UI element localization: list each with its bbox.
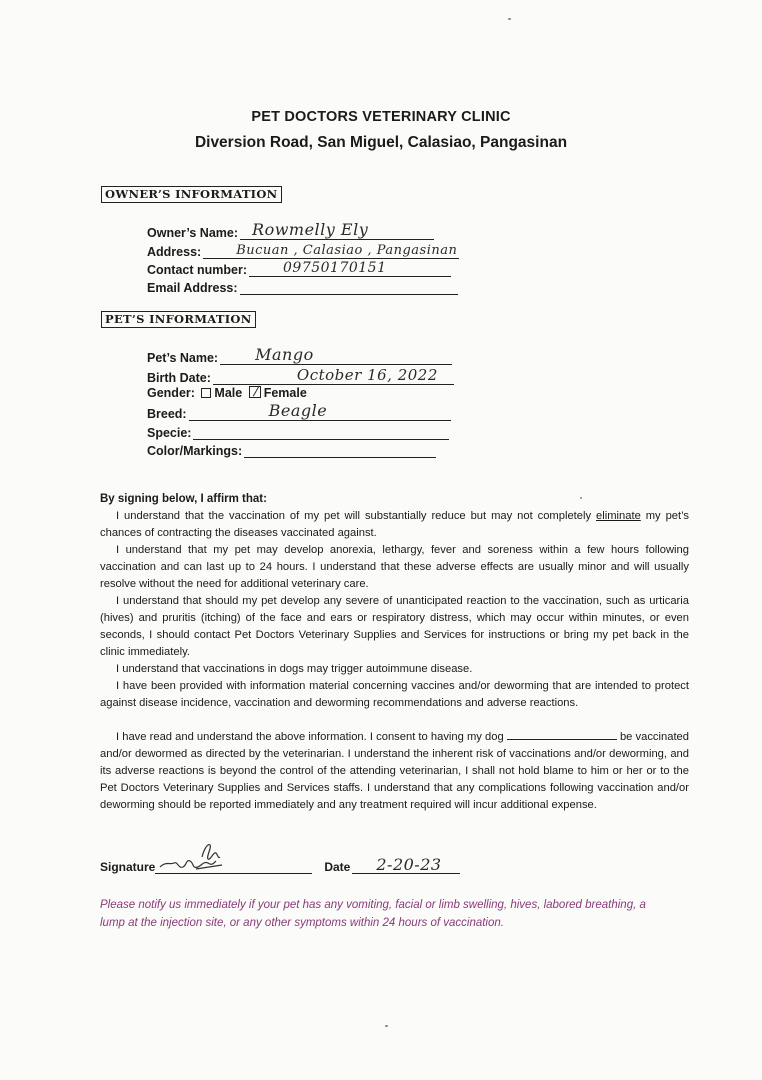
affirmation-paragraph-3: I understand that should my pet develop any severe of unanticipated reaction to the vaccination, such as urticaria (hives) and pruritis (itching) of the face and ears or respiratory distress, which may occur within minutes, or even seconds, I should contact Pet Doctors Veterinary Supplies and Services for instructions or bring my pet back in the clinic immediately. [100,595,689,658]
owner-email-label: Email Address: [147,281,238,295]
affirmation-p1-text-end: my pet’s chances of contracting the diseases vaccinated against. [100,510,689,539]
pet-section-heading: PET’S INFORMATION [101,311,256,328]
clinic-name: PET DOCTORS VETERINARY CLINIC [251,109,511,125]
owner-name-field[interactable] [147,222,434,240]
owner-contact-field[interactable] [147,259,451,277]
pet-breed-value: Beagle [268,401,328,420]
date-label: Date [324,860,351,874]
affirmation-paragraph-2: I understand that my pet may develop anorexia, lethargy, fever and soreness within a few hours following vaccination and can last up to 24 hours. I understand that these adverse effects are usually minor and will usually resolve without the need for additional veterinary care. [100,544,689,590]
owner-address-field[interactable] [147,241,459,259]
signature-line[interactable] [155,861,312,874]
affirmation-paragraph-1 [100,508,689,542]
pet-color-field[interactable] [147,440,436,458]
pet-gender-label: Gender: [147,386,195,400]
male-checkbox[interactable] [201,388,211,398]
owner-address-label: Address: [147,245,202,259]
pet-birth-date-field[interactable] [147,367,454,385]
affirmation-paragraph-6 [100,729,689,814]
handwritten-signature [156,841,246,875]
post-vaccination-notice: Please notify us immediately if your pet has any vomiting, facial or limb swelling, hives, labored breathing, a lump at the injection site, or any other symptoms within 24 hours of vaccination. [100,899,646,929]
dog-name-blank[interactable] [507,729,617,740]
owner-name-label: Owner’s Name: [147,226,239,240]
owner-contact-label: Contact number: [147,263,247,277]
signature-label: Signature [100,860,156,874]
affirmation-p1-text: I understand that the vaccination of my pet will substantially reduce but may not completely [116,510,597,522]
pet-name-label: Pet’s Name: [147,351,219,365]
pet-breed-label: Breed: [147,407,187,421]
affirmation-p1-underlined: eliminate [596,510,641,522]
scan-speck [580,497,582,499]
pet-gender-field [147,386,307,400]
pet-birth-date-value: October 16, 2022 [296,366,438,384]
affirmation-heading: By signing below, I affirm that: [100,493,267,505]
owner-contact-value: 09750170151 [283,260,387,276]
affirmation-paragraph-4: I understand that vaccinations in dogs may trigger autoimmune disease. [116,663,473,675]
owner-name-value: Rowmelly Ely [252,220,369,239]
affirmation-p6-text: I have read and understand the above information. I consent to having my dog [116,731,504,743]
date-line[interactable] [352,855,460,874]
owner-email-field[interactable] [147,277,458,295]
affirmation-p6-text-end: be vaccinated and/or dewormed as directed by the veterinarian. I understand the inherent risk of vaccinations and/or deworming, and its adverse reactions is beyond the control of the attending veterinarian, I shall not hold blame to him or her or to the Pet Doctors Veterinary Supplies and Services staffs. I understand that any complications following vaccination and/or deworming should be reported immediately and any treatment required will incur additional expense. [100,731,689,811]
scan-speck [385,1025,388,1027]
pet-breed-field[interactable] [147,403,451,421]
affirmation-paragraph-5: I have been provided with information material concerning vaccines and/or deworming that are intended to protect against disease incidence, vaccination and deworming recommendations and adverse reactions. [100,680,689,709]
pet-specie-label: Specie: [147,426,192,440]
clinic-address: Diversion Road, San Miguel, Calasiao, Pangasinan [194,134,568,151]
date-value: 2-20-23 [376,855,442,874]
male-option-label: Male [214,386,243,400]
owner-section-heading: OWNER’S INFORMATION [101,186,282,203]
signature-row [100,855,460,874]
pet-name-value: Mango [255,345,314,364]
pet-specie-field[interactable] [147,422,449,440]
pet-birth-date-label: Birth Date: [147,371,211,385]
female-checkbox-checked[interactable] [249,386,261,398]
pet-name-field[interactable] [147,347,452,365]
pet-color-label: Color/Markings: [147,444,243,458]
scan-speck [508,18,511,20]
female-option-label: Female [263,386,307,400]
owner-address-value: Bucuan , Calasiao , Pangasinan [236,243,458,258]
